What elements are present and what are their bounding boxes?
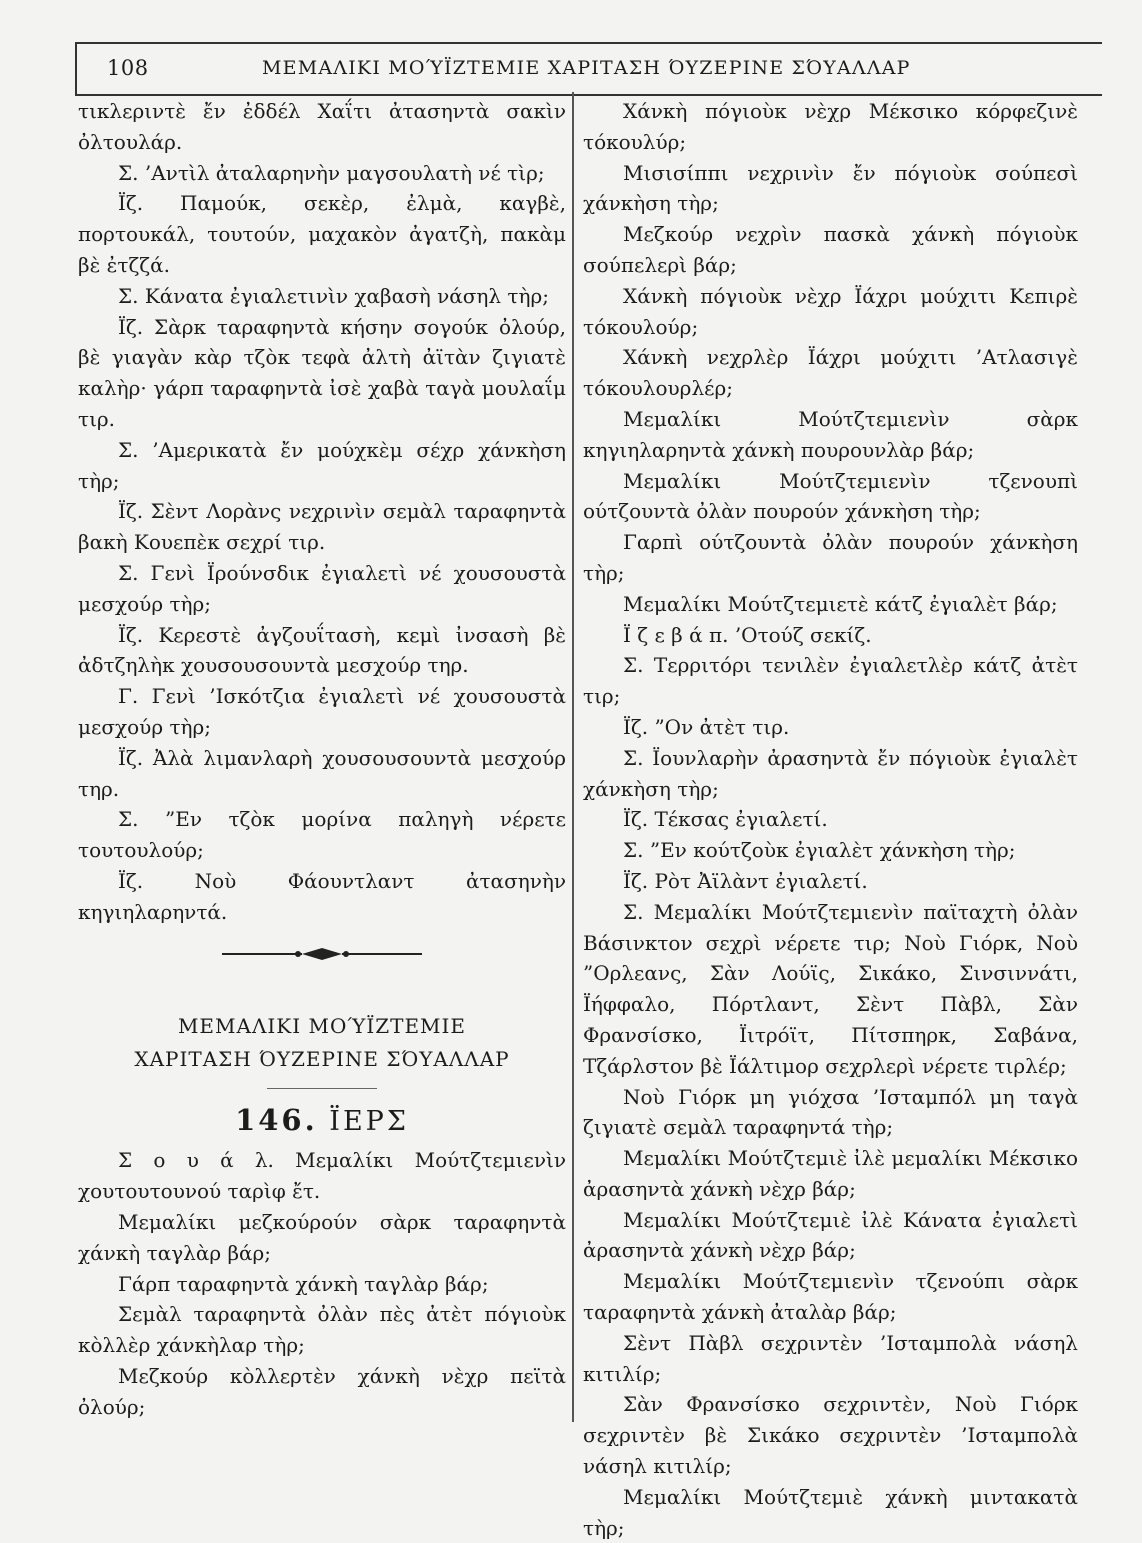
paragraph: Μεμαλίκι Μούτζτεμιὲ ἰλὲ μεμαλίκι Μέκσικο ἀρασηντὰ χάνκὴ νὲχρ βάρ;: [583, 1146, 1078, 1201]
answer: Ϊζ. Παμούκ, σεκὲρ, ἐλμὰ, καγβὲ, πορτουκάλ, τουτούν, μαχακὸν ἀγατζὴ, πακὰμ βὲ ἐτζζά.: [78, 191, 566, 277]
thin-rule: [267, 1088, 377, 1089]
question: Σ. ’Αντὶλ ἀταλαρηνὴν μαγσουλατὴ νέ τὶρ;: [118, 160, 545, 185]
lesson-word: ΪΕΡΣ: [329, 1105, 409, 1137]
paragraph: Γαρπὶ ούτζουντὰ ὀλὰν πουρούν χάνκὴση τὴρ;: [583, 530, 1078, 585]
question: Γ. Γενὶ ’Ισκότζια ἐγιαλετὶ νέ χουσουστὰ μεσχούρ τὴρ;: [78, 684, 566, 739]
paragraph: Μισισίππι νεχρινὶν ἔν πόγιοὺκ σούπεσὶ χάνκὴση τὴρ;: [583, 160, 1078, 216]
paragraph: Μεζκούρ κὸλλερτὲν χάνκὴ νὲχρ πεϊτὰ ὀλούρ;: [78, 1363, 566, 1419]
paragraph: Νοὺ Γιόρκ μη γιόχσα ’Ισταμπόλ μη ταγὰ ζιγιατὲ σεμὰλ ταραφηντά τὴρ;: [583, 1084, 1078, 1140]
running-title: ΜΕΜΑΛΙΚΙ ΜΟΎΪΖΤΕΜΙΕ ΧΑΡΙΤΑΣΗ ΌΥΖΕΡΙΝΕ ΣΌΥΑΛΛΑΡ: [262, 57, 911, 79]
question: Σ. Γενὶ Ϊρούνσδικ ἐγιαλετὶ νέ χουσουστὰ μεσχούρ τὴρ;: [78, 560, 566, 616]
answer: Ϊζ. Ρὸτ Ἀϊλὰντ ἐγιαλετί.: [623, 868, 868, 893]
paragraph: Σ ο υ ά λ. Μεμαλίκι Μούτζτεμιενὶν χουτουτουνού ταρὶφ ἔτ.: [78, 1148, 566, 1204]
question: Σ. ”Εν κούτζοὺκ ἐγιαλὲτ χάνκὴση τὴρ;: [623, 838, 1016, 863]
paragraph: τικλεριντὲ ἔν ἐδδέλ Χαΐτι ἀτασηντὰ σακὶν ὀλτουλάρ.: [78, 99, 566, 154]
right-column: [583, 96, 1078, 1543]
answer: Ϊζ. Τέκσας ἐγιαλετί.: [623, 807, 828, 832]
page-number: 108: [107, 56, 149, 80]
question: Σ. Κάνατα ἐγιαλετινὶν χαβασὴ νάσηλ τὴρ;: [118, 283, 549, 308]
answer: Ϊζ. Σὲντ Λορὰνς νεχρινὶν σεμὰλ ταραφηντὰ βακὴ Κουεπὲκ σεχρί τιρ.: [78, 499, 566, 555]
paragraph: Μεμαλίκι Μούτζτεμιενὶν σὰρκ κηγιηλαρηντὰ χάνκὴ πουρουνλὰρ βάρ;: [583, 406, 1078, 462]
paragraph: Μεμαλίκι Μούτζτεμιὲ χάνκὴ μιντακατὰ τὴρ;: [583, 1484, 1078, 1540]
paragraph: Χάνκὴ νεχρλὲρ Ϊάχρι μούχιτι ’Ατλασιγὲ τόκουλουρλέρ;: [583, 345, 1078, 401]
answer: Ϊζ. Σὰρκ ταραφηντὰ κήσην σογούκ ὀλούρ, βὲ γιαγὰν κὰρ τζὸκ τεφὰ ἀλτὴ ἀϊτὰν ζιγιατὲ καλὴρ· γάρπ ταραφηντὰ ἰσὲ χαβὰ ταγὰ μουλαΐμ τιρ.: [78, 314, 566, 431]
ornament-divider: [222, 942, 422, 962]
lesson-heading: [78, 1102, 566, 1138]
page-header: [75, 42, 1102, 96]
paragraph: Χάνκὴ πόγιοὺκ νὲχρ Ϊάχρι μούχιτι Κεπιρὲ τόκουλούρ;: [583, 283, 1078, 339]
paragraph: Μεμαλίκι Μούτζτεμιετὲ κάτζ ἐγιαλὲτ βάρ;: [623, 591, 1058, 616]
left-column: [78, 96, 566, 1422]
column-divider: [572, 92, 574, 1422]
paragraph: Μεμαλίκι μεζκούρούν σὰρκ ταραφηντὰ χάνκὴ ταγλὰρ βάρ;: [78, 1209, 566, 1265]
question: Σ. Ϊουνλαρὴν ἀρασηντὰ ἔν πόγιοὺκ ἐγιαλὲτ χάνκὴση τὴρ;: [583, 745, 1078, 801]
paragraph: Μεμαλίκι Μούτζτεμιενὶν τζενουπὶ ούτζουντὰ ὀλὰν πουρούν χάνκὴση τὴρ;: [583, 468, 1078, 524]
question: Σ. Τερριτόρι τενιλὲν ἐγιαλετλὲρ κάτζ ἀτὲτ τιρ;: [583, 653, 1078, 709]
lesson-number: 146.: [235, 1102, 318, 1137]
paragraph: Μεμαλίκι Μούτζτεμιενὶν τζενούπι σὰρκ ταραφηντὰ χάνκὴ ἀταλὰρ βάρ;: [583, 1269, 1078, 1325]
ornament-icon: [222, 944, 422, 964]
answer: Ϊζ. Νοὺ Φάουντλαντ ἀτασηνὴν κηγιηλαρηντά.: [78, 868, 566, 924]
question: Σ. ’Αμερικατὰ ἔν μούχκὲμ σέχρ χάνκὴση τὴρ;: [78, 437, 566, 493]
answer: Ϊζ. ”Ον ἀτὲτ τιρ.: [623, 714, 790, 739]
paragraph: Σεμὰλ ταραφηντὰ ὀλὰν πὲς ἀτὲτ πόγιοὺκ κὸλλὲρ χάνκὴλαρ τὴρ;: [78, 1302, 566, 1358]
section-title-line2: ΧΑΡΙΤΑΣΗ ΌΥΖΕΡΙΝΕ ΣΌΥΑΛΛΑΡ: [134, 1046, 510, 1071]
answer: Ϊ ζ ε β ά π. ’Οτούζ σεκίζ.: [623, 622, 872, 647]
section-title-line1: ΜΕΜΑΛΙΚΙ ΜΟΎΪΖΤΕΜΙΕ: [177, 1013, 467, 1038]
question: Σ. Μεμαλίκι Μούτζτεμιενὶν παϊταχτὴ ὀλὰν Βάσινκτον σεχρὶ νέρετε τιρ; Νοὺ Γιόρκ, Νοὺ ”Ορλεανς, Σὰν Λούϊς, Σικάκο, Σινσιννάτι, Ϊήφφαλο, Πόρτλαντ, Σὲντ Πὰβλ, Σὰν Φρανσίσκο, Ϊιτρόϊτ, Πίτσπηρκ, Σαβάνα, Τζάρλστον βὲ Ϊάλτιμορ σεχρλερὶ νέρετε τιρλέρ;: [583, 899, 1078, 1078]
paragraph: Σὰν Φρανσίσκο σεχριντὲν, Νοὺ Γιόρκ σεχριντὲν βὲ Σικάκο σεχριντὲν ’Ισταμπολὰ νάσηλ κιτιλίρ;: [583, 1392, 1078, 1479]
answer: Ϊζ. Ἀλὰ λιμανλαρὴ χουσουσουντὰ μεσχούρ τηρ.: [78, 745, 566, 801]
paragraph: Γάρπ ταραφηντὰ χάνκὴ ταγλὰρ βάρ;: [118, 1271, 489, 1296]
paragraph: Χάνκὴ πόγιοὺκ νὲχρ Μέκσικο κόρφεζινὲ τόκουλύρ;: [583, 99, 1078, 154]
paragraph: Σὲντ Πὰβλ σεχριντὲν ’Ισταμπολὰ νάσηλ κιτιλίρ;: [583, 1330, 1078, 1386]
paragraph: Μεμαλίκι Μούτζτεμιὲ ἰλὲ Κάνατα ἐγιαλετὶ ἀρασηντὰ χάνκὴ νὲχρ βάρ;: [583, 1207, 1078, 1263]
paragraph: Μεζκούρ νεχρὶν πασκὰ χάνκὴ πόγιοὺκ σούπελερὶ βάρ;: [583, 222, 1078, 277]
question: Σ. ”Εν τζὸκ μορίνα παληγὴ νέρετε τουτουλούρ;: [78, 807, 566, 863]
answer: Ϊζ. Κερεστὲ ἀγζουΐτασὴ, κεμὶ ἰνσασὴ βὲ ἀδτζηλὴκ χουσουσουντὰ μεσχούρ τηρ.: [78, 622, 566, 678]
